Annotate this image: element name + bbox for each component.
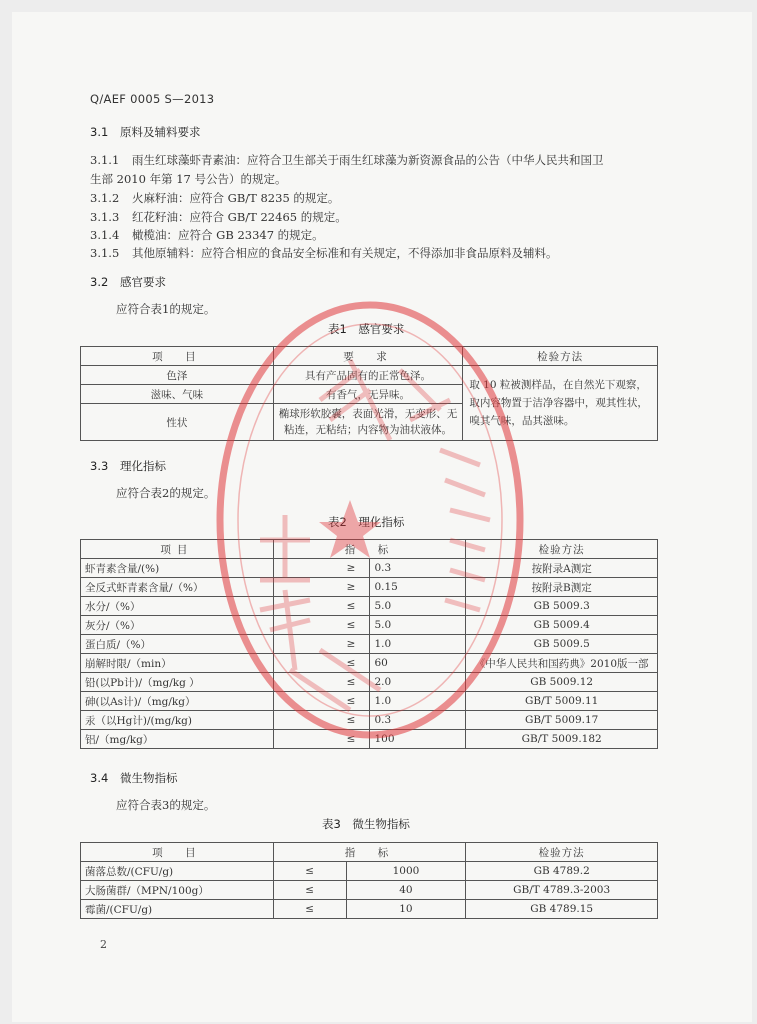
method-cell: 《中华人民共和国药典》2010版一部 [466,654,658,673]
limit-value-cell: 5.0 [370,616,466,635]
item-cell: 全反式虾青素含量/（%） [81,578,274,597]
comparator-cell: ≤ [273,616,370,635]
clause-number: 3.1.2 [90,191,120,205]
section-number: 3.3 [90,459,109,473]
clause-3-1-5 [90,245,558,261]
section-3-1-heading [90,124,201,140]
table1-caption: 表1 感官要求 [328,322,405,336]
header-cell: 指 标 [273,843,466,862]
section-3-4-text: 应符合表3的规定。 [116,798,216,812]
table-row [81,881,658,900]
table-header-row [81,540,658,559]
limit-value-cell: 0.3 [370,711,466,730]
method-cell: GB/T 5009.182 [466,730,658,749]
header-cell: 要 求 [273,347,463,366]
table-header-row [81,347,658,366]
item-cell: 砷(以As计)/（mg/kg） [81,692,274,711]
clause-text: 生部 2010 年第 17 号公告）的规定。 [90,172,287,186]
method-cell: 按附录B测定 [466,578,658,597]
section-title: 微生物指标 [120,771,178,785]
header-cell: 检验方法 [466,540,658,559]
comparator-cell: ≤ [273,900,346,919]
table-row [81,730,658,749]
clause-number: 3.1.4 [90,228,120,242]
item-cell: 蛋白质/（%） [81,635,274,654]
item-cell: 色泽 [81,366,274,385]
clause-3-1-3 [90,209,347,225]
clause-number: 3.1.3 [90,210,120,224]
limit-value-cell: 5.0 [370,597,466,616]
item-cell: 崩解时限/（min） [81,654,274,673]
comparator-cell: ≥ [273,635,370,654]
section-title: 原料及辅料要求 [120,125,201,139]
table3-caption: 表3 微生物指标 [322,817,410,831]
method-cell: GB/T 5009.17 [466,711,658,730]
header-cell: 项 目 [81,843,274,862]
comparator-cell: ≤ [273,711,370,730]
item-cell: 铝/（mg/kg） [81,730,274,749]
comparator-cell: ≥ [273,559,370,578]
comparator-cell: ≤ [273,881,346,900]
header-cell: 项目 [81,540,274,559]
limit-value-cell: 60 [370,654,466,673]
method-cell: GB/T 4789.3-2003 [466,881,658,900]
method-cell: GB 5009.12 [466,673,658,692]
item-cell: 霉菌/(CFU/g) [81,900,274,919]
table-row [81,900,658,919]
requirement-cell: 具有产品固有的正常色泽。 [273,366,463,385]
item-cell: 大肠菌群/（MPN/100g） [81,881,274,900]
limit-value-cell: 40 [346,881,466,900]
limit-value-cell: 10 [346,900,466,919]
table-row [81,654,658,673]
header-cell: 检验方法 [463,347,658,366]
table-row [81,597,658,616]
header-cell: 检验方法 [466,843,658,862]
clause-3-1-4 [90,227,324,243]
item-cell: 汞（以Hg计)/(mg/kg) [81,711,274,730]
requirement-cell: 有香气，无异味。 [273,385,463,404]
method-cell: GB 5009.4 [466,616,658,635]
requirement-cell: 椭球形软胶囊，表面光滑，无变形、无粘连，无粘结；内容物为油状液体。 [273,404,463,441]
table2-caption: 表2 理化指标 [328,515,405,529]
table-row [81,559,658,578]
clause-text: 橄榄油：应符合 GB 23347 的规定。 [132,228,324,242]
section-number: 3.1 [90,125,109,139]
section-title: 理化指标 [120,459,166,473]
table1-sensory [80,346,658,441]
limit-value-cell: 2.0 [370,673,466,692]
comparator-cell: ≤ [273,654,370,673]
table2-physicochemical [80,539,658,749]
comparator-cell: ≥ [273,578,370,597]
method-cell: GB 4789.2 [466,862,658,881]
section-3-3-heading [90,458,166,474]
section-3-4-heading [90,770,178,786]
comparator-cell: ≤ [273,730,370,749]
comparator-cell: ≤ [273,597,370,616]
section-3-2-text: 应符合表1的规定。 [116,302,216,316]
section-number: 3.2 [90,275,109,289]
table-row [81,616,658,635]
section-number: 3.4 [90,771,109,785]
method-cell: GB/T 5009.11 [466,692,658,711]
item-cell: 菌落总数/(CFU/g) [81,862,274,881]
table-row [81,711,658,730]
method-cell: 按附录A测定 [466,559,658,578]
table-row [81,673,658,692]
clause-text: 红花籽油：应符合 GB/T 22465 的规定。 [132,210,347,224]
method-cell: GB 4789.15 [466,900,658,919]
comparator-cell: ≤ [273,673,370,692]
limit-value-cell: 0.3 [370,559,466,578]
limit-value-cell: 0.15 [370,578,466,597]
item-cell: 铅(以Pb计)/（mg/kg ） [81,673,274,692]
comparator-cell: ≤ [273,692,370,711]
table-row [81,366,658,385]
method-cell: GB 5009.5 [466,635,658,654]
clause-3-1-2 [90,190,339,206]
clause-number: 3.1.5 [90,246,120,260]
method-cell: GB 5009.3 [466,597,658,616]
item-cell: 性状 [81,404,274,441]
standard-header: Q/AEF 0005 S—2013 [90,92,215,106]
clause-3-1-1-cont [90,171,287,187]
table-row [81,578,658,597]
item-cell: 水分/（%） [81,597,274,616]
method-cell: 取 10 粒被测样品，在自然光下观察，取内容物置于洁净容器中，观其性状，嗅其气味，品其滋味。 [463,366,658,441]
section-3-3-text: 应符合表2的规定。 [116,486,216,500]
item-cell: 灰分/（%） [81,616,274,635]
clause-text: 其他原辅料：应符合相应的食品安全标准和有关规定，不得添加非食品原料及辅料。 [132,246,558,260]
limit-value-cell: 1.0 [370,692,466,711]
comparator-cell: ≤ [273,862,346,881]
table-header-row [81,843,658,862]
item-cell: 滋味、气味 [81,385,274,404]
table-row [81,635,658,654]
header-cell: 项 目 [81,347,274,366]
clause-3-1-1 [90,152,604,168]
clause-text: 雨生红球藻虾青素油：应符合卫生部关于雨生红球藻为新资源食品的公告（中华人民共和国卫 [132,153,604,167]
header-cell: 指 标 [273,540,466,559]
table-row [81,862,658,881]
clause-number: 3.1.1 [90,153,120,167]
section-title: 感官要求 [120,275,166,289]
clause-text: 火麻籽油：应符合 GB/T 8235 的规定。 [132,191,340,205]
limit-value-cell: 100 [370,730,466,749]
limit-value-cell: 1.0 [370,635,466,654]
limit-value-cell: 1000 [346,862,466,881]
item-cell: 虾青素含量/(%) [81,559,274,578]
section-3-2-heading [90,274,166,290]
table3-microbiological [80,842,658,919]
page-number: 2 [100,938,107,951]
table-row [81,692,658,711]
